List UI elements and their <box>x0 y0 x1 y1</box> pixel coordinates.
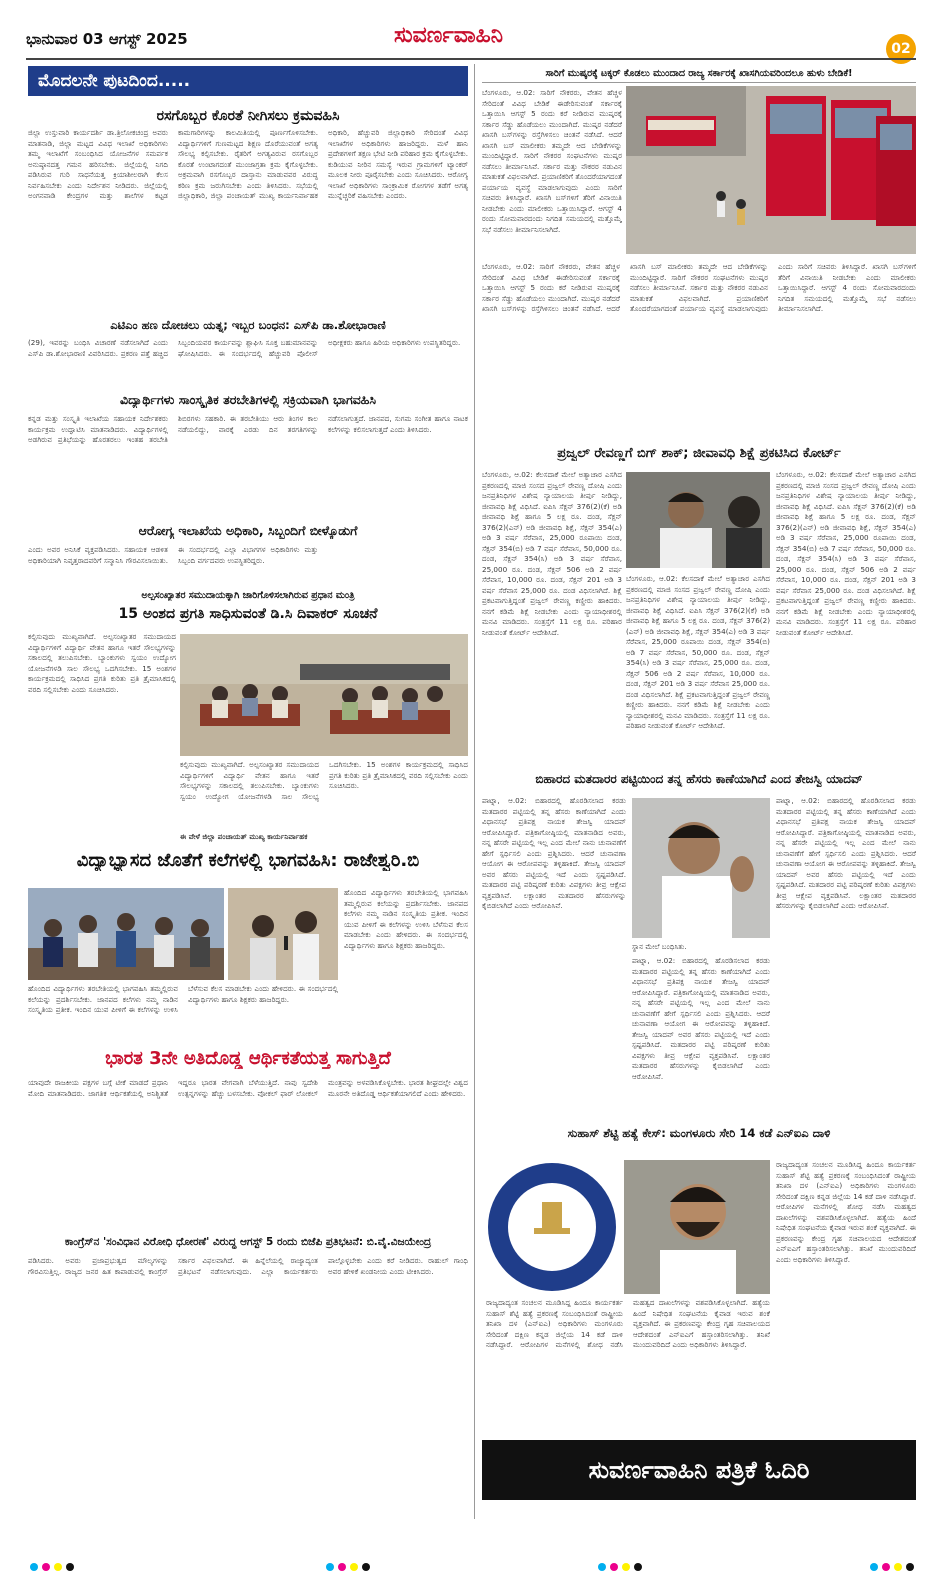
body-transport-strike-left: ಬೆಂಗಳೂರು, ಆ.02: ಸಾರಿಗೆ ನೌಕರರು, ವೇತನ ಹೆಚ್ಚಳ ಸೇರಿದಂತೆ ವಿವಿಧ ಬೇಡಿಕೆ ಈಡೇರಿಸುವಂತೆ ಸರ್ಕಾರಕ್ಕೆ ಒತ್ತಾಯಿಸಿ ಆಗಸ್ಟ್ 5 ರಂದು ಕರೆ ನೀಡಿರುವ ಮುಷ್ಕರಕ್ಕೆ ಸರ್ಕಾರ ಸೆಡ್ಡು ಹೊಡೆಯಲು ಮುಂದಾಗಿದೆ. ಮುಷ್ಕರ ನಡೆದರೆ ಖಾಸಗಿ ಬಸ್‌ಗಳನ್ನು ರಸ್ತೆಗಿಳಿಸಲು ಚಿಂತನೆ ನಡೆಸಿದೆ. ಆದರೆ ಖಾಸಗಿ ಬಸ್ ಮಾಲೀಕರು ತಮ್ಮದೇ ಆದ ಬೇಡಿಕೆಗಳನ್ನು ಮುಂದಿಟ್ಟಿದ್ದಾರೆ. ಸಾರಿಗೆ ನೌಕರರ ಸಂಘಟನೆಗಳು ಮುಷ್ಕರ ನಡೆಸಲು ತೀರ್ಮಾನಿಸಿವೆ. ಸರ್ಕಾರ ಮತ್ತು ನೌಕರರ ನಡುವಿನ ಮಾತುಕತೆ ವಿಫಲವಾಗಿದೆ. ಪ್ರಯಾಣಿಕರಿಗೆ ತೊಂದರೆಯಾಗದಂತೆ ಪರ್ಯಾಯ ವ್ಯವಸ್ಥೆ ಮಾಡಲಾಗುವುದು ಎಂದು ಸಾರಿಗೆ ಸಚಿವರು ತಿಳಿಸಿದ್ದಾರೆ. ಖಾಸಗಿ ಬಸ್‌ಗಳಿಗೆ ತೆರಿಗೆ ವಿನಾಯಿತಿ ನೀಡಬೇಕು ಎಂದು ಮಾಲೀಕರು ಒತ್ತಾಯಿಸಿದ್ದಾರೆ. ಆಗಸ್ಟ್ 4 ರಂದು ಸೋಮವಾರದಂದು ನಿಗದಿತ ಸಮಯದಲ್ಲಿ ಮತ್ತೊಮ್ಮೆ ಸಭೆ ನಡೆಸಲು ತೀರ್ಮಾನಿಸಲಾಗಿದೆ. <box>482 88 622 234</box>
column-divider <box>474 64 475 1519</box>
kicker-minority-program: ಅಲ್ಪಸಂಖ್ಯಾತರ ಸಮುದಾಯಕ್ಕಾಗಿ ಜಾರಿಗೊಳಿಸಲಾಗಿರುವ ಪ್ರಧಾನ ಮಂತ್ರಿ <box>141 590 355 601</box>
registration-marks-center-right <box>598 1556 646 1566</box>
body-15-point-right: ಕಲ್ಪಿಸುವುದು ಮುಖ್ಯವಾಗಿದೆ. ಅಲ್ಪಸಂಖ್ಯಾತರ ಸಮುದಾಯದ ವಿದ್ಯಾರ್ಥಿಗಳಿಗೆ ವಿದ್ಯಾರ್ಥಿ ವೇತನ ಹಾಗೂ ಇತರೆ ಸೌಲಭ್ಯಗಳನ್ನು ಸಕಾಲದಲ್ಲಿ ತಲುಪಿಸಬೇಕು. ಬ್ಯಾಂಕುಗಳು ಸ್ವಯಂ ಉದ್ಯೋಗ ಯೋಜನೆಗಳಡಿ ಸಾಲ ಸೌಲಭ್ಯ ಒದಗಿಸಬೇಕು. 15 ಅಂಶಗಳ ಕಾರ್ಯಕ್ರಮದಲ್ಲಿ ಸಾಧಿಸಿದ ಪ್ರಗತಿ ಕುರಿತು ಪ್ರತಿ ತ್ರೈಮಾಸಿಕದಲ್ಲಿ ವರದಿ ಸಲ್ಲಿಸಬೇಕು ಎಂದು ಸೂಚಿಸಿದರು. <box>180 760 468 801</box>
page-number-badge: 02 <box>886 34 916 64</box>
headline-transport-strike: ಸಾರಿಗೆ ಮುಷ್ಕರಕ್ಕೆ ಟಕ್ಕರ್ ಕೊಡಲು ಮುಂದಾದ ರಾಜ್ಯ ಸರ್ಕಾರಕ್ಕೆ ಖಾಸಗಿಯವರಿಂದಲೂ ಹುಳು ಬೇಡಿಕೆ! <box>482 68 916 83</box>
headline-15-point-program: 15 ಅಂಶದ ಪ್ರಗತಿ ಸಾಧಿಸುವಂತೆ ಡಿ.ಸಿ ದಿವಾಕರ್ ಸೂಚನೆ <box>118 606 378 622</box>
teacher-mic-photo <box>228 888 338 980</box>
body-health-farewell: ಎಂದು ಅವರ ಅನಿಸಿಕೆ ವ್ಯಕ್ತಪಡಿಸಿದರು. ಸಹಾಯಕ ಆಡಳಿತ ಅಧಿಕಾರಿಯಾಗಿ ನಿವೃತ್ತರಾದವರಿಗೆ ಸನ್ಮಾನಿಸಿ ಗೌರವಿಸಲಾಯಿತು. ಈ ಸಂದರ್ಭದಲ್ಲಿ ಎಲ್ಲಾ ವಿಭಾಗಗಳ ಅಧಿಕಾರಿಗಳು ಮತ್ತು ಸಿಬ್ಬಂದಿ ವರ್ಗದವರು ಉಪಸ್ಥಿತರಿದ್ದರು. <box>28 545 318 565</box>
headline-health-farewell: ಆರೋಗ್ಯ ಇಲಾಖೆಯ ಅಧಿಕಾರಿ, ಸಿಬ್ಬಂದಿಗೆ ಬೀಳ್ಕೊಡುಗೆ <box>138 523 358 538</box>
masthead <box>0 0 945 62</box>
headline-bjp-protest: ಕಾಂಗ್ರೆಸ್‌ನ 'ಸಂವಿಧಾನ ವಿರೋಧಿ ಧೋರಣೆ' ವಿರುದ್ಧ ಆಗಸ್ಟ್ 5 ರಂದು ಬಿಜೆಪಿ ಪ್ರತಿಭಟನೆ: ಬಿ.ವೈ.ವಿಜಯೇಂದ್ರ <box>64 1236 432 1248</box>
meeting-hall-illustration <box>180 634 468 756</box>
body-tejashwi-left: ಪಾಟ್ನಾ, ಆ.02: ಬಿಹಾರದಲ್ಲಿ ಹೊರಡಿಸಲಾದ ಕರಡು ಮತದಾರರ ಪಟ್ಟಿಯಲ್ಲಿ ತನ್ನ ಹೆಸರು ಕಾಣೆಯಾಗಿದೆ ಎಂದು ವಿಧಾನಸಭೆ ಪ್ರತಿಪಕ್ಷ ನಾಯಕ ತೇಜಸ್ವಿ ಯಾದವ್ ಆರೋಪಿಸಿದ್ದಾರೆ. ಪತ್ರಿಕಾಗೋಷ್ಠಿಯಲ್ಲಿ ಮಾತನಾಡಿದ ಅವರು, ನನ್ನ ಹೆಸರೇ ಪಟ್ಟಿಯಲ್ಲಿ ಇಲ್ಲ ಎಂದ ಮೇಲೆ ನಾನು ಚುನಾವಣೆಗೆ ಹೇಗೆ ಸ್ಪರ್ಧಿಸಲಿ ಎಂದು ಪ್ರಶ್ನಿಸಿದರು. ಆದರೆ ಚುನಾವಣಾ ಆಯೋಗ ಈ ಆರೋಪವನ್ನು ತಳ್ಳಿಹಾಕಿದೆ. ತೇಜಸ್ವಿ ಯಾದವ್ ಅವರ ಹೆಸರು ಪಟ್ಟಿಯಲ್ಲಿ ಇದೆ ಎಂದು ಸ್ಪಷ್ಟಪಡಿಸಿದೆ. ಮತದಾರರ ಪಟ್ಟಿ ಪರಿಷ್ಕರಣೆ ಕುರಿತು ವಿಪಕ್ಷಗಳು ತೀವ್ರ ಆಕ್ಷೇಪ ವ್ಯಕ್ತಪಡಿಸಿವೆ. ಲಕ್ಷಾಂತರ ಮತದಾರರ ಹೆಸರುಗಳನ್ನು ಕೈಬಿಡಲಾಗಿದೆ ಎಂದು ಆರೋಪಿಸಿವೆ. <box>482 796 626 910</box>
body-prajwal-middle: ಬೆಂಗಳೂರು, ಆ.02: ಕೆಲಸದಾಕೆ ಮೇಲೆ ಅತ್ಯಾಚಾರ ಎಸಗಿದ ಪ್ರಕರಣದಲ್ಲಿ ಮಾಜಿ ಸಂಸದ ಪ್ರಜ್ವಲ್ ರೇವಣ್ಣ ದೋಷಿ ಎಂದು ಜನಪ್ರತಿನಿಧಿಗಳ ವಿಶೇಷ ನ್ಯಾಯಾಲಯ ತೀರ್ಪು ನೀಡಿದ್ದು, ಜೀವಾವಧಿ ಶಿಕ್ಷೆ ವಿಧಿಸಿದೆ. ಐಪಿಸಿ ಸೆಕ್ಷನ್ 376(2)(ಕೆ) ಅಡಿ ಜೀವಾವಧಿ ಶಿಕ್ಷೆ ಹಾಗೂ 5 ಲಕ್ಷ ರೂ. ದಂಡ, ಸೆಕ್ಷನ್ 376(2)(ಎನ್) ಅಡಿ ಜೀವಾವಧಿ ಶಿಕ್ಷೆ, ಸೆಕ್ಷನ್ 354(ಎ) ಅಡಿ 3 ವರ್ಷ ಸೆರೆವಾಸ, 25,000 ರೂಪಾಯಿ ದಂಡ, ಸೆಕ್ಷನ್ 354(ಬಿ) ಅಡಿ 7 ವರ್ಷ ಸೆರೆವಾಸ, 50,000 ರೂ. ದಂಡ, ಸೆಕ್ಷನ್ 354(ಸಿ) ಅಡಿ 3 ವರ್ಷ ಸೆರೆವಾಸ, 25,000 ರೂ. ದಂಡ, ಸೆಕ್ಷನ್ 506 ಅಡಿ 2 ವರ್ಷ ಸೆರೆವಾಸ, 10,000 ರೂ. ದಂಡ, ಸೆಕ್ಷನ್ 201 ಅಡಿ 3 ವರ್ಷ ಸೆರೆವಾಸ 25,000 ರೂ. ದಂಡ ವಿಧಿಸಲಾಗಿದೆ. ಶಿಕ್ಷೆ ಪ್ರಕಟವಾಗುತ್ತಿದ್ದಂತೆ ಪ್ರಜ್ವಲ್ ರೇವಣ್ಣ ಕಣ್ಣೀರು ಹಾಕಿದರು. ನನಗೆ ಕಡಿಮೆ ಶಿಕ್ಷೆ ನೀಡಬೇಕು ಎಂದು ನ್ಯಾಯಾಧೀಶರಲ್ಲಿ ಮನವಿ ಮಾಡಿದರು. ಸಂತ್ರಸ್ತೆಗೆ 11 ಲಕ್ಷ ರೂ. ಪರಿಹಾರ ನೀಡುವಂತೆ ಕೋರ್ಟ್ ಆದೇಶಿಸಿದೆ. <box>626 574 770 730</box>
body-arts-education: ಹೊಂದಿದ ವಿದ್ಯಾರ್ಥಿಗಳು ತರಬೇತಿಯಲ್ಲಿ ಭಾಗವಹಿಸಿ ತಮ್ಮಲ್ಲಿರುವ ಕಲೆಯನ್ನು ಪ್ರದರ್ಶಿಸಬೇಕು. ಜಾನಪದ ಕಲೆಗಳು ನಮ್ಮ ನಾಡಿನ ಸಂಸ್ಕೃತಿಯ ಪ್ರತೀಕ. ಇಂದಿನ ಯುವ ಪೀಳಿಗೆ ಈ ಕಲೆಗಳನ್ನು ಉಳಿಸಿ ಬೆಳೆಸುವ ಕೆಲಸ ಮಾಡಬೇಕು ಎಂದು ಹೇಳಿದರು. ಈ ಸಂದರ್ಭದಲ್ಲಿ ವಿದ್ಯಾರ್ಥಿಗಳು ಹಾಗೂ ಶಿಕ್ಷಕರು ಹಾಜರಿದ್ದರು. <box>344 888 468 950</box>
body-15-point-program: ಕಲ್ಪಿಸುವುದು ಮುಖ್ಯವಾಗಿದೆ. ಅಲ್ಪಸಂಖ್ಯಾತರ ಸಮುದಾಯದ ವಿದ್ಯಾರ್ಥಿಗಳಿಗೆ ವಿದ್ಯಾರ್ಥಿ ವೇತನ ಹಾಗೂ ಇತರೆ ಸೌಲಭ್ಯಗಳನ್ನು ಸಕಾಲದಲ್ಲಿ ತಲುಪಿಸಬೇಕು. ಬ್ಯಾಂಕುಗಳು ಸ್ವಯಂ ಉದ್ಯೋಗ ಯೋಜನೆಗಳಡಿ ಸಾಲ ಸೌಲಭ್ಯ ಒದಗಿಸಬೇಕು. 15 ಅಂಶಗಳ ಕಾರ್ಯಕ್ರಮದಲ್ಲಿ ಸಾಧಿಸಿದ ಪ್ರಗತಿ ಕುರಿತು ಪ್ರತಿ ತ್ರೈಮಾಸಿಕದಲ್ಲಿ ವರದಿ ಸಲ್ಲಿಸಬೇಕು ಎಂದು ಸೂಚಿಸಿದರು. <box>28 632 176 694</box>
man-with-beard-illustration <box>624 1160 770 1294</box>
body-nia-bottom: ರಾಜ್ಯದಾದ್ಯಂತ ಸಂಚಲನ ಮೂಡಿಸಿದ್ದ ಹಿಂದೂ ಕಾರ್ಯಕರ್ತ ಸುಹಾಸ್ ಶೆಟ್ಟಿ ಹತ್ಯೆ ಪ್ರಕರಣಕ್ಕೆ ಸಂಬಂಧಿಸಿದಂತೆ ರಾಷ್ಟ್ರೀಯ ತನಿಖಾ ದಳ (ಎನ್‌ಐಎ) ಅಧಿಕಾರಿಗಳು ಮಂಗಳೂರು ಸೇರಿದಂತೆ ದಕ್ಷಿಣ ಕನ್ನಡ ಜಿಲ್ಲೆಯ 14 ಕಡೆ ದಾಳಿ ನಡೆಸಿದ್ದಾರೆ. ಆರೋಪಿಗಳ ಮನೆಗಳಲ್ಲಿ ಶೋಧ ನಡೆಸಿ ಮಹತ್ವದ ದಾಖಲೆಗಳನ್ನು ವಶಪಡಿಸಿಕೊಳ್ಳಲಾಗಿದೆ. ಹತ್ಯೆಯ ಹಿಂದೆ ನಿಷೇಧಿತ ಸಂಘಟನೆಯ ಕೈವಾಡ ಇರುವ ಶಂಕೆ ವ್ಯಕ್ತವಾಗಿದೆ. ಈ ಪ್ರಕರಣವನ್ನು ಕೇಂದ್ರ ಗೃಹ ಸಚಿವಾಲಯದ ಆದೇಶದಂತೆ ಎನ್‌ಐಎಗೆ ಹಸ್ತಾಂತರಿಸಲಾಗಿತ್ತು. ತನಿಖೆ ಮುಂದುವರಿದಿದೆ ಎಂದು ಅಧಿಕಾರಿಗಳು ತಿಳಿಸಿದ್ದಾರೆ. <box>486 1298 770 1349</box>
headline-fertilizer: ರಸಗೊಬ್ಬರ ಕೊರತೆ ನೀಗಿಸಲು ಕ್ರಮವಹಿಸಿ <box>156 108 340 124</box>
headline-nia-raid: ಸುಹಾಸ್ ಶೆಟ್ಟಿ ಹತ್ಯೆ ಕೇಸ್: ಮಂಗಳೂರು ಸೇರಿ 14 ಕಡೆ ಎನ್‌ಐಎ ದಾಳಿ <box>567 1126 831 1140</box>
nia-emblem-icon <box>486 1160 618 1294</box>
body-arts-education-bottom: ಹೊಂದಿದ ವಿದ್ಯಾರ್ಥಿಗಳು ತರಬೇತಿಯಲ್ಲಿ ಭಾಗವಹಿಸಿ ತಮ್ಮಲ್ಲಿರುವ ಕಲೆಯನ್ನು ಪ್ರದರ್ಶಿಸಬೇಕು. ಜಾನಪದ ಕಲೆಗಳು ನಮ್ಮ ನಾಡಿನ ಸಂಸ್ಕೃತಿಯ ಪ್ರತೀಕ. ಇಂದಿನ ಯುವ ಪೀಳಿಗೆ ಈ ಕಲೆಗಳನ್ನು ಉಳಿಸಿ ಬೆಳೆಸುವ ಕೆಲಸ ಮಾಡಬೇಕು ಎಂದು ಹೇಳಿದರು. ಈ ಸಂದರ್ಭದಲ್ಲಿ ವಿದ್ಯಾರ್ಥಿಗಳು ಹಾಗೂ ಶಿಕ್ಷಕರು ಹಾಜರಿದ್ದರು. <box>28 984 338 1014</box>
body-cultural-training: ಕನ್ನಡ ಮತ್ತು ಸಂಸ್ಕೃತಿ ಇಲಾಖೆಯ ಸಹಾಯಕ ನಿರ್ದೇಶಕರು ಕಾರ್ಯಕ್ರಮ ಉದ್ಘಾಟಿಸಿ ಮಾತನಾಡಿದರು. ವಿದ್ಯಾರ್ಥಿಗಳಲ್ಲಿ ಅಡಗಿರುವ ಪ್ರತಿಭೆಯನ್ನು ಹೊರತರಲು ಇಂತಹ ತರಬೇತಿ ಶಿಬಿರಗಳು ಸಹಕಾರಿ. ಈ ತರಬೇತಿಯು ಆರು ತಿಂಗಳ ಕಾಲ ನಡೆಯಲಿದ್ದು, ವಾರಕ್ಕೆ ಎರಡು ದಿನ ತರಗತಿಗಳನ್ನು ನಡೆಸಲಾಗುತ್ತದೆ. ಜಾನಪದ, ಸುಗಮ ಸಂಗೀತ ಹಾಗೂ ನಾಟಕ ಕಲೆಗಳನ್ನು ಕಲಿಸಲಾಗುತ್ತದೆ ಎಂದು ತಿಳಿಸಿದರು. <box>28 414 468 444</box>
issue-date: ಭಾನುವಾರ 03 ಆಗಸ್ಟ್ 2025 <box>26 30 188 48</box>
registration-marks-center-left <box>326 1556 374 1566</box>
body-tejashwi-middle: ಪಾಟ್ನಾ, ಆ.02: ಬಿಹಾರದಲ್ಲಿ ಹೊರಡಿಸಲಾದ ಕರಡು ಮತದಾರರ ಪಟ್ಟಿಯಲ್ಲಿ ತನ್ನ ಹೆಸರು ಕಾಣೆಯಾಗಿದೆ ಎಂದು ವಿಧಾನಸಭೆ ಪ್ರತಿಪಕ್ಷ ನಾಯಕ ತೇಜಸ್ವಿ ಯಾದವ್ ಆರೋಪಿಸಿದ್ದಾರೆ. ಪತ್ರಿಕಾಗೋಷ್ಠಿಯಲ್ಲಿ ಮಾತನಾಡಿದ ಅವರು, ನನ್ನ ಹೆಸರೇ ಪಟ್ಟಿಯಲ್ಲಿ ಇಲ್ಲ ಎಂದ ಮೇಲೆ ನಾನು ಚುನಾವಣೆಗೆ ಹೇಗೆ ಸ್ಪರ್ಧಿಸಲಿ ಎಂದು ಪ್ರಶ್ನಿಸಿದರು. ಆದರೆ ಚುನಾವಣಾ ಆಯೋಗ ಈ ಆರೋಪವನ್ನು ತಳ್ಳಿಹಾಕಿದೆ. ತೇಜಸ್ವಿ ಯಾದವ್ ಅವರ ಹೆಸರು ಪಟ್ಟಿಯಲ್ಲಿ ಇದೆ ಎಂದು ಸ್ಪಷ್ಟಪಡಿಸಿದೆ. ಮತದಾರರ ಪಟ್ಟಿ ಪರಿಷ್ಕರಣೆ ಕುರಿತು ವಿಪಕ್ಷಗಳು ತೀವ್ರ ಆಕ್ಷೇಪ ವ್ಯಕ್ತಪಡಿಸಿವೆ. ಲಕ್ಷಾಂತರ ಮತದಾರರ ಹೆಸರುಗಳನ್ನು ಕೈಬಿಡಲಾಗಿದೆ ಎಂದು ಆರೋಪಿಸಿವೆ. <box>632 956 770 1081</box>
read-suvarnavahini-promo <box>482 1440 916 1500</box>
body-tejashwi-right: ಪಾಟ್ನಾ, ಆ.02: ಬಿಹಾರದಲ್ಲಿ ಹೊರಡಿಸಲಾದ ಕರಡು ಮತದಾರರ ಪಟ್ಟಿಯಲ್ಲಿ ತನ್ನ ಹೆಸರು ಕಾಣೆಯಾಗಿದೆ ಎಂದು ವಿಧಾನಸಭೆ ಪ್ರತಿಪಕ್ಷ ನಾಯಕ ತೇಜಸ್ವಿ ಯಾದವ್ ಆರೋಪಿಸಿದ್ದಾರೆ. ಪತ್ರಿಕಾಗೋಷ್ಠಿಯಲ್ಲಿ ಮಾತನಾಡಿದ ಅವರು, ನನ್ನ ಹೆಸರೇ ಪಟ್ಟಿಯಲ್ಲಿ ಇಲ್ಲ ಎಂದ ಮೇಲೆ ನಾನು ಚುನಾವಣೆಗೆ ಹೇಗೆ ಸ್ಪರ್ಧಿಸಲಿ ಎಂದು ಪ್ರಶ್ನಿಸಿದರು. ಆದರೆ ಚುನಾವಣಾ ಆಯೋಗ ಈ ಆರೋಪವನ್ನು ತಳ್ಳಿಹಾಕಿದೆ. ತೇಜಸ್ವಿ ಯಾದವ್ ಅವರ ಹೆಸರು ಪಟ್ಟಿಯಲ್ಲಿ ಇದೆ ಎಂದು ಸ್ಪಷ್ಟಪಡಿಸಿದೆ. ಮತದಾರರ ಪಟ್ಟಿ ಪರಿಷ್ಕರಣೆ ಕುರಿತು ವಿಪಕ್ಷಗಳು ತೀವ್ರ ಆಕ್ಷೇಪ ವ್ಯಕ್ತಪಡಿಸಿವೆ. ಲಕ್ಷಾಂತರ ಮತದಾರರ ಹೆಸರುಗಳನ್ನು ಕೈಬಿಡಲಾಗಿದೆ ಎಂದು ಆರೋಪಿಸಿವೆ. <box>776 796 916 910</box>
bus-depot-photo <box>626 86 916 254</box>
man-portrait-illustration <box>626 472 770 568</box>
headline-cultural-training: ವಿದ್ಯಾರ್ಥಿಗಳು ಸಾಂಸ್ಕೃತಿಕ ತರಬೇತಿಗಳಲ್ಲಿ ಸಕ್ರಿಯವಾಗಿ ಭಾಗವಹಿಸಿ <box>120 392 376 407</box>
body-transport-strike-right: ಬೆಂಗಳೂರು, ಆ.02: ಸಾರಿಗೆ ನೌಕರರು, ವೇತನ ಹೆಚ್ಚಳ ಸೇರಿದಂತೆ ವಿವಿಧ ಬೇಡಿಕೆ ಈಡೇರಿಸುವಂತೆ ಸರ್ಕಾರಕ್ಕೆ ಒತ್ತಾಯಿಸಿ ಆಗಸ್ಟ್ 5 ರಂದು ಕರೆ ನೀಡಿರುವ ಮುಷ್ಕರಕ್ಕೆ ಸರ್ಕಾರ ಸೆಡ್ಡು ಹೊಡೆಯಲು ಮುಂದಾಗಿದೆ. ಮುಷ್ಕರ ನಡೆದರೆ ಖಾಸಗಿ ಬಸ್‌ಗಳನ್ನು ರಸ್ತೆಗಿಳಿಸಲು ಚಿಂತನೆ ನಡೆಸಿದೆ. ಆದರೆ ಖಾಸಗಿ ಬಸ್ ಮಾಲೀಕರು ತಮ್ಮದೇ ಆದ ಬೇಡಿಕೆಗಳನ್ನು ಮುಂದಿಟ್ಟಿದ್ದಾರೆ. ಸಾರಿಗೆ ನೌಕರರ ಸಂಘಟನೆಗಳು ಮುಷ್ಕರ ನಡೆಸಲು ತೀರ್ಮಾನಿಸಿವೆ. ಸರ್ಕಾರ ಮತ್ತು ನೌಕರರ ನಡುವಿನ ಮಾತುಕತೆ ವಿಫಲವಾಗಿದೆ. ಪ್ರಯಾಣಿಕರಿಗೆ ತೊಂದರೆಯಾಗದಂತೆ ಪರ್ಯಾಯ ವ್ಯವಸ್ಥೆ ಮಾಡಲಾಗುವುದು ಎಂದು ಸಾರಿಗೆ ಸಚಿವರು ತಿಳಿಸಿದ್ದಾರೆ. ಖಾಸಗಿ ಬಸ್‌ಗಳಿಗೆ ತೆರಿಗೆ ವಿನಾಯಿತಿ ನೀಡಬೇಕು ಎಂದು ಮಾಲೀಕರು ಒತ್ತಾಯಿಸಿದ್ದಾರೆ. ಆಗಸ್ಟ್ 4 ರಂದು ಸೋಮವಾರದಂದು ನಿಗದಿತ ಸಮಯದಲ್ಲಿ ಮತ್ತೊಮ್ಮೆ ಸಭೆ ನಡೆಸಲು ತೀರ್ಮಾನಿಸಲಾಗಿದೆ. <box>482 262 916 313</box>
headline-atm-theft: ಎಟಿಎಂ ಹಣ ದೋಚಲು ಯತ್ನ; ಇಬ್ಬರ ಬಂಧನ: ಎಸ್‌ಪಿ ಡಾ.ಶೋಭಾರಾಣಿ <box>110 318 386 332</box>
newspaper-logo <box>394 22 503 48</box>
body-nia-right: ರಾಜ್ಯದಾದ್ಯಂತ ಸಂಚಲನ ಮೂಡಿಸಿದ್ದ ಹಿಂದೂ ಕಾರ್ಯಕರ್ತ ಸುಹಾಸ್ ಶೆಟ್ಟಿ ಹತ್ಯೆ ಪ್ರಕರಣಕ್ಕೆ ಸಂಬಂಧಿಸಿದಂತೆ ರಾಷ್ಟ್ರೀಯ ತನಿಖಾ ದಳ (ಎನ್‌ಐಎ) ಅಧಿಕಾರಿಗಳು ಮಂಗಳೂರು ಸೇರಿದಂತೆ ದಕ್ಷಿಣ ಕನ್ನಡ ಜಿಲ್ಲೆಯ 14 ಕಡೆ ದಾಳಿ ನಡೆಸಿದ್ದಾರೆ. ಆರೋಪಿಗಳ ಮನೆಗಳಲ್ಲಿ ಶೋಧ ನಡೆಸಿ ಮಹತ್ವದ ದಾಖಲೆಗಳನ್ನು ವಶಪಡಿಸಿಕೊಳ್ಳಲಾಗಿದೆ. ಹತ್ಯೆಯ ಹಿಂದೆ ನಿಷೇಧಿತ ಸಂಘಟನೆಯ ಕೈವಾಡ ಇರುವ ಶಂಕೆ ವ್ಯಕ್ತವಾಗಿದೆ. ಈ ಪ್ರಕರಣವನ್ನು ಕೇಂದ್ರ ಗೃಹ ಸಚಿವಾಲಯದ ಆದೇಶದಂತೆ ಎನ್‌ಐಎಗೆ ಹಸ್ತಾಂತರಿಸಲಾಗಿತ್ತು. ತನಿಖೆ ಮುಂದುವರಿದಿದೆ ಎಂದು ಅಧಿಕಾರಿಗಳು ತಿಳಿಸಿದ್ದಾರೆ. <box>776 1160 916 1264</box>
body-india-economy: ಯಾವುದೇ ರಾಜಕೀಯ ಪಕ್ಷಗಳ ಬಗ್ಗೆ ಟೀಕೆ ಮಾಡದೆ ಪ್ರಧಾನಿ ಮೋದಿ ಮಾತನಾಡಿದರು. ಜಾಗತಿಕ ಆರ್ಥಿಕತೆಯಲ್ಲಿ ಅನಿಶ್ಚಿತತೆ ಇದ್ದರೂ ಭಾರತ ವೇಗವಾಗಿ ಬೆಳೆಯುತ್ತಿದೆ. ನಾವು ಸ್ವದೇಶಿ ಉತ್ಪನ್ನಗಳನ್ನು ಹೆಚ್ಚು ಬಳಸಬೇಕು. ವೋಕಲ್ ಫಾರ್ ಲೋಕಲ್ ಮಂತ್ರವನ್ನು ಅಳವಡಿಸಿಕೊಳ್ಳಬೇಕು. ಭಾರತ ಶೀಘ್ರದಲ್ಲೇ ವಿಶ್ವದ ಮೂರನೇ ಅತಿದೊಡ್ಡ ಆರ್ಥಿಕತೆಯಾಗಲಿದೆ ಎಂದು ಹೇಳಿದರು. <box>28 1078 468 1098</box>
registration-marks-left <box>30 1556 78 1566</box>
masthead-rule <box>26 58 916 60</box>
headline-india-economy: ಭಾರತ 3ನೇ ಅತಿದೊಡ್ಡ ಆರ್ಥಿಕತೆಯತ್ತ ಸಾಗುತ್ತಿದೆ <box>105 1048 391 1069</box>
headline-tejashwi-voter-list: ಬಿಹಾರದ ಮತದಾರರ ಪಟ್ಟಿಯಿಂದ ತನ್ನ ಹೆಸರು ಕಾಣೆಯಾಗಿದೆ ಎಂದ ತೇಜಸ್ವಿ ಯಾದವ್ <box>535 772 863 786</box>
body-fertilizer: ಜಿಲ್ಲಾ ಉಸ್ತುವಾರಿ ಕಾರ್ಯದರ್ಶಿ ಡಾ.ತ್ರಿಲೋಕಚಂದ್ರ ಅವರು ಮಾತನಾಡಿ, ಜಿಲ್ಲಾ ಮಟ್ಟದ ವಿವಿಧ ಇಲಾಖೆ ಅಧಿಕಾರಿಗಳು ತಮ್ಮ ಇಲಾಖೆಗೆ ಸಂಬಂಧಿಸಿದ ಯೋಜನೆಗಳ ಸಮರ್ಪಕ ಅನುಷ್ಠಾನದತ್ತ ಗಮನ ಹರಿಸಬೇಕು. ಜಿಲ್ಲೆಯಲ್ಲಿ ನಿಗದಿ ಪಡಿಸಿರುವ ಗುರಿ ಸಾಧನೆಯತ್ತ ಕ್ರಿಯಾಶೀಲರಾಗಿ ಕೆಲಸ ನಿರ್ವಹಿಸಬೇಕು ಎಂದು ನಿರ್ದೇಶನ ನೀಡಿದರು. ಜಿಲ್ಲೆಯಲ್ಲಿ ಅಂಗನವಾಡಿ ಕೇಂದ್ರಗಳ ಮತ್ತು ಶಾಲೆಗಳ ಕಟ್ಟಡ ಕಾಮಗಾರಿಗಳನ್ನು ಕಾಲಮಿತಿಯಲ್ಲಿ ಪೂರ್ಣಗೊಳಿಸಬೇಕು. ವಿದ್ಯಾರ್ಥಿಗಳಿಗೆ ಗುಣಮಟ್ಟದ ಶಿಕ್ಷಣ ದೊರೆಯುವಂತೆ ಅಗತ್ಯ ಸೌಲಭ್ಯ ಕಲ್ಪಿಸಬೇಕು. ರೈತರಿಗೆ ಅಗತ್ಯವಿರುವ ರಸಗೊಬ್ಬರ ಕೊರತೆ ಉಂಟಾಗದಂತೆ ಮುಂಜಾಗ್ರತಾ ಕ್ರಮ ಕೈಗೊಳ್ಳಬೇಕು. ಅಕ್ರಮವಾಗಿ ರಸಗೊಬ್ಬರ ದಾಸ್ತಾನು ಮಾಡುವವರ ವಿರುದ್ಧ ಕಠಿಣ ಕ್ರಮ ಜರುಗಿಸಬೇಕು ಎಂದು ತಿಳಿಸಿದರು. ಸಭೆಯಲ್ಲಿ ಜಿಲ್ಲಾಧಿಕಾರಿ, ಜಿಲ್ಲಾ ಪಂಚಾಯತ್ ಮುಖ್ಯ ಕಾರ್ಯನಿರ್ವಾಹಕ ಅಧಿಕಾರಿ, ಹೆಚ್ಚುವರಿ ಜಿಲ್ಲಾಧಿಕಾರಿ ಸೇರಿದಂತೆ ವಿವಿಧ ಇಲಾಖೆಗಳ ಅಧಿಕಾರಿಗಳು ಹಾಜರಿದ್ದರು. ಮಳೆ ಹಾನಿ ಪ್ರದೇಶಗಳಿಗೆ ತಕ್ಷಣ ಭೇಟಿ ನೀಡಿ ಪರಿಹಾರ ಕ್ರಮ ಕೈಗೊಳ್ಳಬೇಕು. ಕುಡಿಯುವ ನೀರಿನ ಸಮಸ್ಯೆ ಇರುವ ಗ್ರಾಮಗಳಿಗೆ ಟ್ಯಾಂಕರ್ ಮೂಲಕ ನೀರು ಪೂರೈಸಬೇಕು ಎಂದು ಸೂಚಿಸಿದರು. ಆರೋಗ್ಯ ಇಲಾಖೆ ಅಧಿಕಾರಿಗಳು ಸಾಂಕ್ರಾಮಿಕ ರೋಗಗಳ ತಡೆಗೆ ಅಗತ್ಯ ಮುನ್ನೆಚ್ಚರಿಕೆ ವಹಿಸಬೇಕು ಎಂದರು. <box>28 128 468 200</box>
students-singing-photo <box>28 888 224 980</box>
speaker-illustration <box>228 888 338 980</box>
registration-marks-right <box>870 1556 918 1566</box>
body-bjp-protest: ಪಡಿಸಿದರು. ಅವರು ಪ್ರಜಾಪ್ರಭುತ್ವದ ಮೌಲ್ಯಗಳನ್ನು ಗೌರವಿಸುತ್ತಿಲ್ಲ. ರಾಜ್ಯದ ಜನರ ಹಿತ ಕಾಪಾಡುವಲ್ಲಿ ಕಾಂಗ್ರೆಸ್ ಸರ್ಕಾರ ವಿಫಲವಾಗಿದೆ. ಈ ಹಿನ್ನೆಲೆಯಲ್ಲಿ ರಾಜ್ಯಾದ್ಯಂತ ಪ್ರತಿಭಟನೆ ನಡೆಸಲಾಗುವುದು. ಎಲ್ಲಾ ಕಾರ್ಯಕರ್ತರು ಪಾಲ್ಗೊಳ್ಳಬೇಕು ಎಂದು ಕರೆ ನೀಡಿದರು. ರಾಹುಲ್ ಗಾಂಧಿ ಅವರ ಹೇಳಿಕೆ ಖಂಡನೀಯ ಎಂದು ಟೀಕಿಸಿದರು. <box>28 1256 468 1276</box>
meeting-hall-photo <box>180 634 468 756</box>
students-group-illustration <box>28 888 224 980</box>
nia-seal-image <box>486 1160 618 1294</box>
tejashwi-yadav-photo <box>632 798 770 938</box>
body-prajwal-left: ಬೆಂಗಳೂರು, ಆ.02: ಕೆಲಸದಾಕೆ ಮೇಲೆ ಅತ್ಯಾಚಾರ ಎಸಗಿದ ಪ್ರಕರಣದಲ್ಲಿ ಮಾಜಿ ಸಂಸದ ಪ್ರಜ್ವಲ್ ರೇವಣ್ಣ ದೋಷಿ ಎಂದು ಜನಪ್ರತಿನಿಧಿಗಳ ವಿಶೇಷ ನ್ಯಾಯಾಲಯ ತೀರ್ಪು ನೀಡಿದ್ದು, ಜೀವಾವಧಿ ಶಿಕ್ಷೆ ವಿಧಿಸಿದೆ. ಐಪಿಸಿ ಸೆಕ್ಷನ್ 376(2)(ಕೆ) ಅಡಿ ಜೀವಾವಧಿ ಶಿಕ್ಷೆ ಹಾಗೂ 5 ಲಕ್ಷ ರೂ. ದಂಡ, ಸೆಕ್ಷನ್ 376(2)(ಎನ್) ಅಡಿ ಜೀವಾವಧಿ ಶಿಕ್ಷೆ, ಸೆಕ್ಷನ್ 354(ಎ) ಅಡಿ 3 ವರ್ಷ ಸೆರೆವಾಸ, 25,000 ರೂಪಾಯಿ ದಂಡ, ಸೆಕ್ಷನ್ 354(ಬಿ) ಅಡಿ 7 ವರ್ಷ ಸೆರೆವಾಸ, 50,000 ರೂ. ದಂಡ, ಸೆಕ್ಷನ್ 354(ಸಿ) ಅಡಿ 3 ವರ್ಷ ಸೆರೆವಾಸ, 25,000 ರೂ. ದಂಡ, ಸೆಕ್ಷನ್ 506 ಅಡಿ 2 ವರ್ಷ ಸೆರೆವಾಸ, 10,000 ರೂ. ದಂಡ, ಸೆಕ್ಷನ್ 201 ಅಡಿ 3 ವರ್ಷ ಸೆರೆವಾಸ 25,000 ರೂ. ದಂಡ ವಿಧಿಸಲಾಗಿದೆ. ಶಿಕ್ಷೆ ಪ್ರಕಟವಾಗುತ್ತಿದ್ದಂತೆ ಪ್ರಜ್ವಲ್ ರೇವಣ್ಣ ಕಣ್ಣೀರು ಹಾಕಿದರು. ನನಗೆ ಕಡಿಮೆ ಶಿಕ್ಷೆ ನೀಡಬೇಕು ಎಂದು ನ್ಯಾಯಾಧೀಶರಲ್ಲಿ ಮನವಿ ಮಾಡಿದರು. ಸಂತ್ರಸ್ತೆಗೆ 11 ಲಕ್ಷ ರೂ. ಪರಿಹಾರ ನೀಡುವಂತೆ ಕೋರ್ಟ್ ಆದೇಶಿಸಿದೆ. <box>482 470 622 637</box>
promo-text: ಸುವರ್ಣವಾಹಿನಿ ಪತ್ರಿಕೆ ಓದಿರಿ <box>588 1456 810 1484</box>
headline-arts-education: ವಿದ್ಯಾಭ್ಯಾಸದ ಜೊತೆಗೆ ಕಲೆಗಳಲ್ಲಿ ಭಾಗವಹಿಸಿ: ರಾಜೇಶ್ವರಿ.ಬಿ <box>76 850 420 871</box>
body-atm-theft: (29), ಇವರನ್ನು ಬಂಧಿಸಿ ವಿಚಾರಣೆ ನಡೆಸಲಾಗಿದೆ ಎಂದು ಎಸ್‌ಪಿ ಡಾ.ಶೋಭಾರಾಣಿ ವಿವರಿಸಿದರು. ಪ್ರಕರಣ ಪತ್ತೆ ಹಚ್ಚಿದ ಸಿಬ್ಬಂದಿಯವರ ಕಾರ್ಯವನ್ನು ಶ್ಲಾಘಿಸಿ ಸೂಕ್ತ ಬಹುಮಾನವನ್ನು ಘೋಷಿಸಿದರು. ಈ ಸಂದರ್ಭದಲ್ಲಿ ಹೆಚ್ಚುವರಿ ಪೊಲೀಸ್ ಅಧೀಕ್ಷಕರು ಹಾಗೂ ಹಿರಿಯ ಅಧಿಕಾರಿಗಳು ಉಪಸ್ಥಿತರಿದ್ದರು. <box>28 338 461 358</box>
caption-15-point: ಈ ವೇಳೆ ಜಿಲ್ಲಾ ಪಂಚಾಯತ್ ಮುಖ್ಯ ಕಾರ್ಯನಿರ್ವಾಹಕ <box>180 832 308 841</box>
caption-tejashwi: ಸ್ಥಾನ ಮೇಲೆ ಬಂಧಿಸಿತು. <box>632 942 687 951</box>
logo-text: ಸುವರ್ಣವಾಹಿನಿ <box>394 22 504 48</box>
front-page-continued-banner: ಮೊದಲನೇ ಪುಟದಿಂದ..... <box>28 66 468 96</box>
suhas-shetty-photo <box>624 1160 770 1294</box>
prajwal-revanna-photo <box>626 472 770 568</box>
headline-prajwal-verdict: ಪ್ರಜ್ವಲ್ ರೇವಣ್ಣಗೆ ಬಿಗ್ ಶಾಕ್; ಜೀವಾವಧಿ ಶಿಕ್ಷೆ ಪ್ರಕಟಿಸಿದ ಕೋರ್ಟ್ <box>557 446 841 461</box>
speaking-man-illustration <box>632 798 770 938</box>
body-prajwal-right: ಬೆಂಗಳೂರು, ಆ.02: ಕೆಲಸದಾಕೆ ಮೇಲೆ ಅತ್ಯಾಚಾರ ಎಸಗಿದ ಪ್ರಕರಣದಲ್ಲಿ ಮಾಜಿ ಸಂಸದ ಪ್ರಜ್ವಲ್ ರೇವಣ್ಣ ದೋಷಿ ಎಂದು ಜನಪ್ರತಿನಿಧಿಗಳ ವಿಶೇಷ ನ್ಯಾಯಾಲಯ ತೀರ್ಪು ನೀಡಿದ್ದು, ಜೀವಾವಧಿ ಶಿಕ್ಷೆ ವಿಧಿಸಿದೆ. ಐಪಿಸಿ ಸೆಕ್ಷನ್ 376(2)(ಕೆ) ಅಡಿ ಜೀವಾವಧಿ ಶಿಕ್ಷೆ ಹಾಗೂ 5 ಲಕ್ಷ ರೂ. ದಂಡ, ಸೆಕ್ಷನ್ 376(2)(ಎನ್) ಅಡಿ ಜೀವಾವಧಿ ಶಿಕ್ಷೆ, ಸೆಕ್ಷನ್ 354(ಎ) ಅಡಿ 3 ವರ್ಷ ಸೆರೆವಾಸ, 25,000 ರೂಪಾಯಿ ದಂಡ, ಸೆಕ್ಷನ್ 354(ಬಿ) ಅಡಿ 7 ವರ್ಷ ಸೆರೆವಾಸ, 50,000 ರೂ. ದಂಡ, ಸೆಕ್ಷನ್ 354(ಸಿ) ಅಡಿ 3 ವರ್ಷ ಸೆರೆವಾಸ, 25,000 ರೂ. ದಂಡ, ಸೆಕ್ಷನ್ 506 ಅಡಿ 2 ವರ್ಷ ಸೆರೆವಾಸ, 10,000 ರೂ. ದಂಡ, ಸೆಕ್ಷನ್ 201 ಅಡಿ 3 ವರ್ಷ ಸೆರೆವಾಸ 25,000 ರೂ. ದಂಡ ವಿಧಿಸಲಾಗಿದೆ. ಶಿಕ್ಷೆ ಪ್ರಕಟವಾಗುತ್ತಿದ್ದಂತೆ ಪ್ರಜ್ವಲ್ ರೇವಣ್ಣ ಕಣ್ಣೀರು ಹಾಕಿದರು. ನನಗೆ ಕಡಿಮೆ ಶಿಕ್ಷೆ ನೀಡಬೇಕು ಎಂದು ನ್ಯಾಯಾಧೀಶರಲ್ಲಿ ಮನವಿ ಮಾಡಿದರು. ಸಂತ್ರಸ್ತೆಗೆ 11 ಲಕ್ಷ ರೂ. ಪರಿಹಾರ ನೀಡುವಂತೆ ಕೋರ್ಟ್ ಆದೇಶಿಸಿದೆ. <box>776 470 916 637</box>
buses-illustration <box>626 86 916 254</box>
